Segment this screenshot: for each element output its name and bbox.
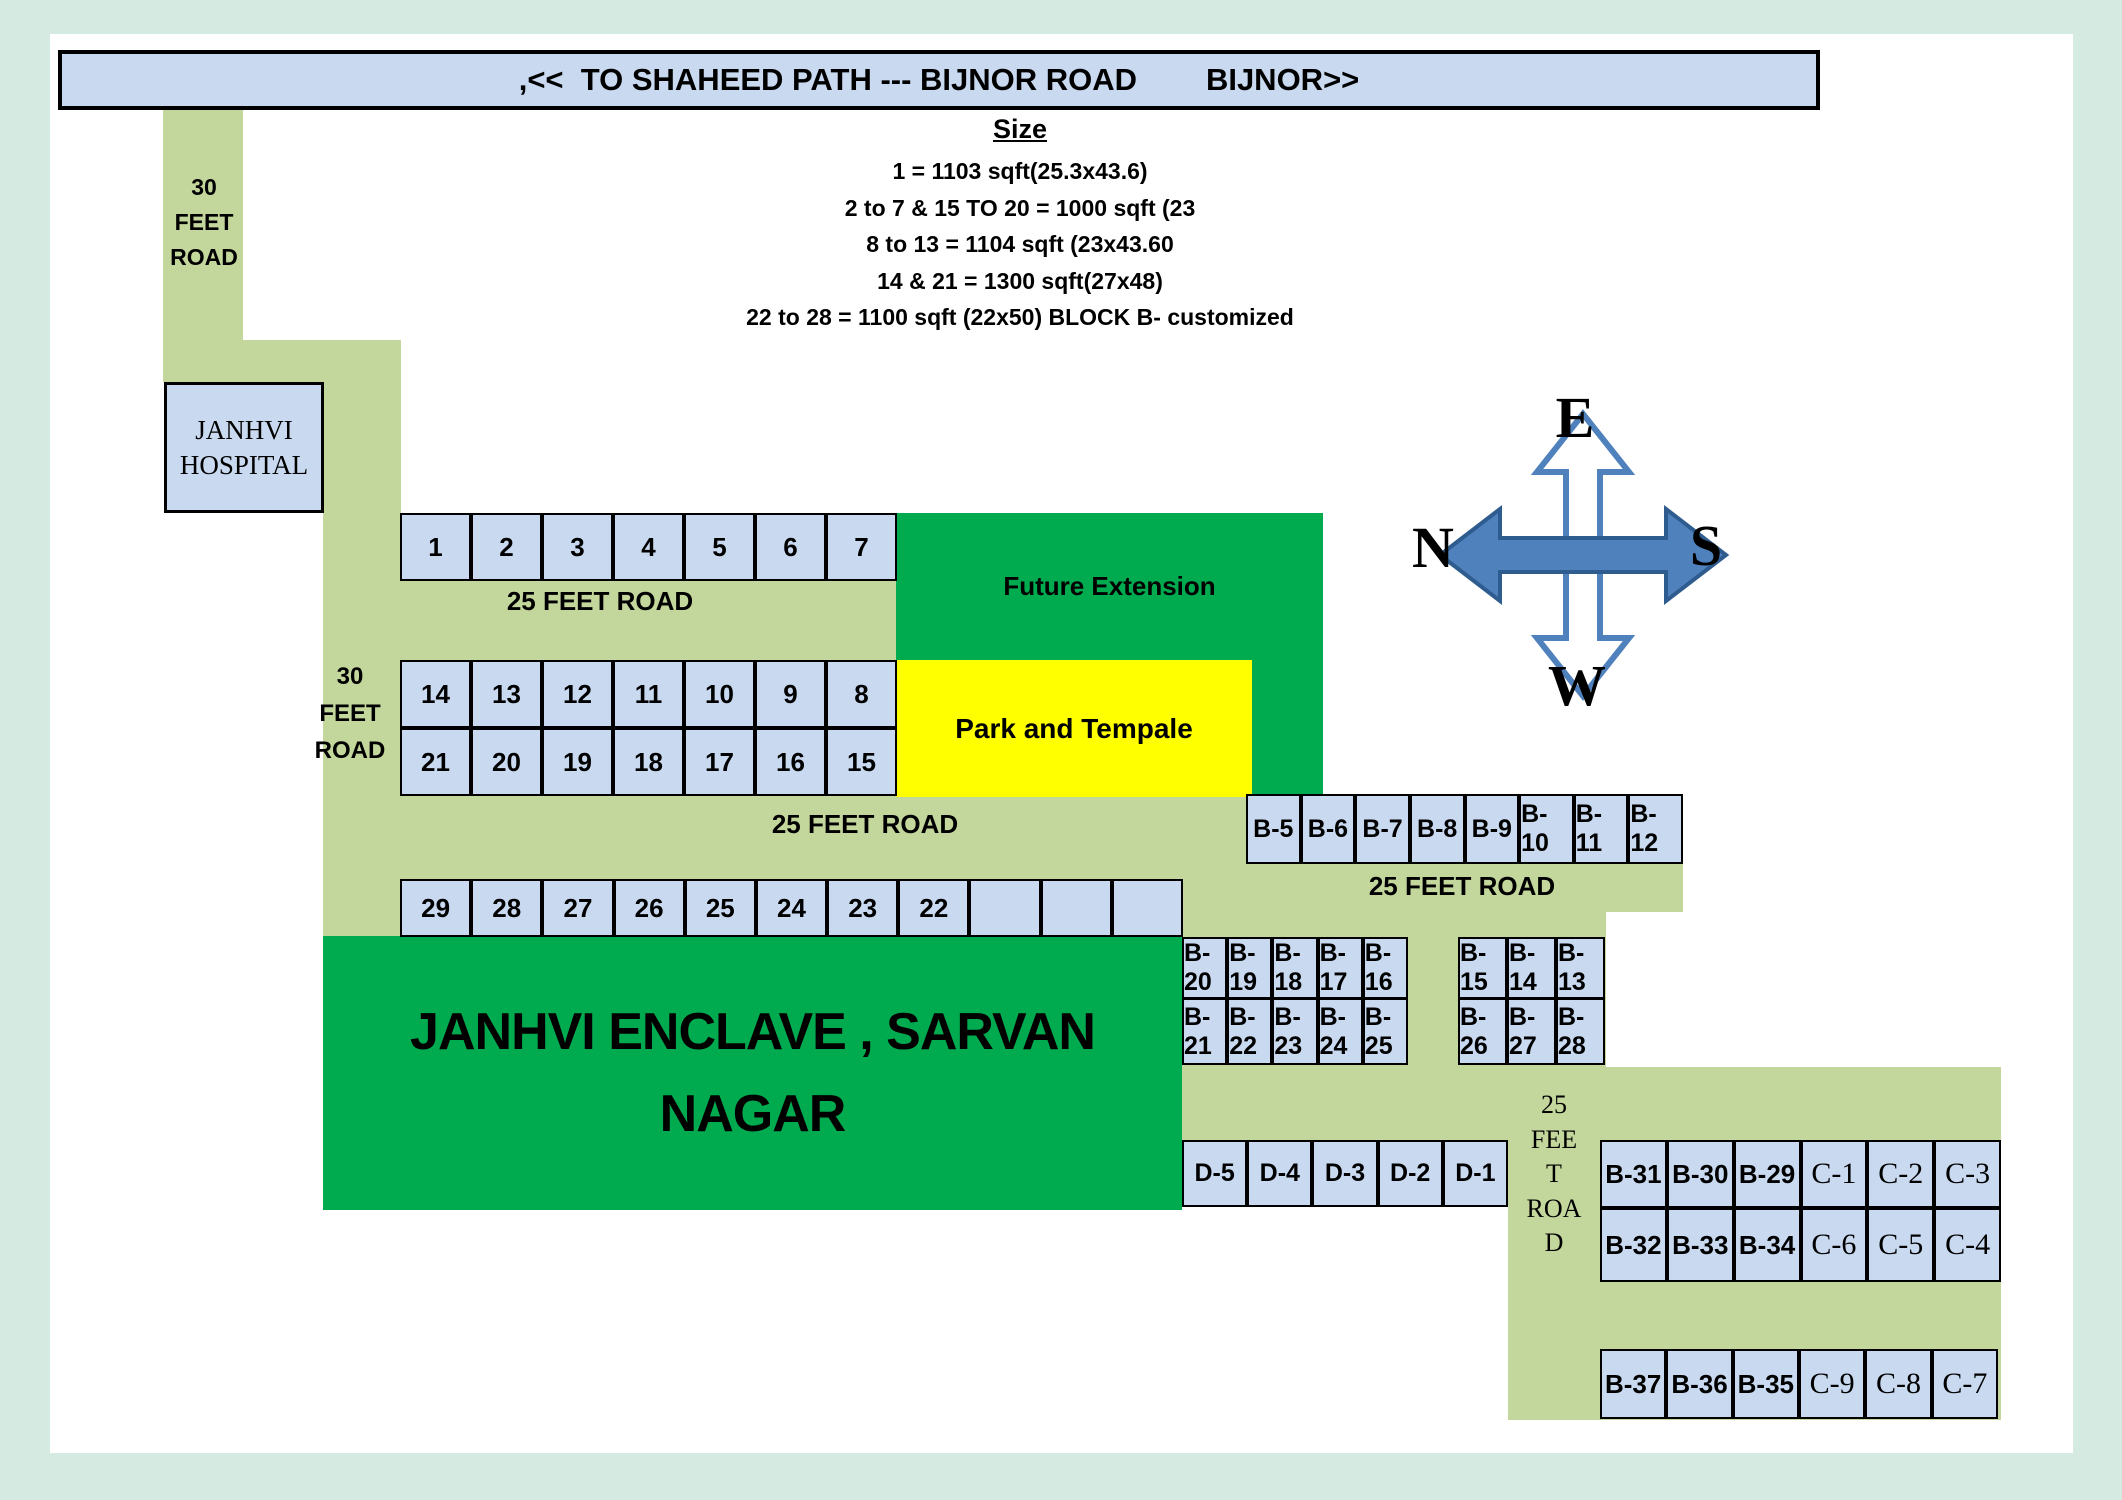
plot-cell: 13 [471,660,542,728]
plot-cell: 29 [400,879,471,937]
road-label-line: ROA [1526,1193,1582,1223]
plot-row-b31-c3 [1600,1140,2001,1208]
plot-cell: D-1 [1443,1140,1508,1207]
plot-cell: B-28 [1556,998,1605,1065]
plot-cell: 5 [684,513,755,581]
road-label-line: T [1546,1159,1562,1188]
plot-cell: B-7 [1355,794,1410,864]
plot-cell: C-7 [1932,1349,1998,1419]
plot-cell: 27 [542,879,613,937]
plot-cell: 20 [471,728,542,796]
plot-row-21-15 [400,728,897,796]
hospital-label-line: HOSPITAL [179,449,309,480]
plot-row-b32-c4 [1600,1208,2001,1282]
road-label-30ft-mid [290,658,410,769]
plot-row-b21-b25 [1182,998,1408,1065]
plot-cell: B-32 [1600,1208,1667,1282]
plot-cell: 1 [400,513,471,581]
size-legend-line: 14 & 21 = 1300 sqft(27x48) [877,267,1163,294]
plot-cell: B-24 [1318,998,1363,1065]
plot-cell: 28 [471,879,542,937]
plot-cell: B-34 [1734,1208,1801,1282]
plot-cell: D-4 [1247,1140,1312,1207]
plot-cell: C-2 [1867,1140,1934,1208]
plot-cell: B-6 [1301,794,1356,864]
road-label-line: ROAD [314,737,386,764]
plot-cell: 4 [613,513,684,581]
compass-letter-left: N [1412,515,1454,580]
janhvi-hospital-box [164,382,324,513]
compass-letter-right: S [1689,513,1723,578]
plot-cell: 8 [826,660,897,728]
main-road-banner: ,<< TO SHAHEED PATH --- BIJNOR ROAD BIJNOR>> [58,50,1820,110]
road-label-25ft-vertical [1506,1088,1602,1261]
plot-cell: 10 [684,660,755,728]
plot-cell: 12 [542,660,613,728]
plot-cell: B-33 [1667,1208,1734,1282]
plot-cell: D-5 [1182,1140,1247,1207]
plot-cell: 25 [685,879,756,937]
plot-cell: D-3 [1312,1140,1377,1207]
size-legend-line: 2 to 7 & 15 TO 20 = 1000 sqft (23 [844,194,1196,221]
road-label-25ft-2: 25 FEET ROAD [771,809,959,839]
plot-cell: 17 [684,728,755,796]
plot-cell: C-1 [1801,1140,1868,1208]
road-label-line: 30 [191,174,217,200]
plot-cell: B-12 [1628,794,1683,864]
plot-cell: 26 [614,879,685,937]
road-label-25ft-3: 25 FEET ROAD [1368,871,1556,901]
road-label-line: 30 [336,663,364,690]
compass-letter-top: E [1555,385,1595,450]
size-legend-line: 22 to 28 = 1100 sqft (22x50) BLOCK B- customized [746,304,1294,330]
plot-cell: B-36 [1666,1349,1732,1419]
plot-cell: B-35 [1733,1349,1799,1419]
plot-cell: B-17 [1318,937,1363,999]
enclave-title-line: NAGAR [659,1085,846,1143]
plot-cell: B-5 [1246,794,1301,864]
park-and-temple-area: Park and Tempale [896,660,1252,797]
plot-cell: B-19 [1227,937,1272,999]
plot-cell: 15 [826,728,897,796]
plot-row-14-8 [400,660,897,728]
plot-cell: B-11 [1574,794,1629,864]
plot-cell: 11 [613,660,684,728]
plot-cell: 22 [898,879,969,937]
plot-cell: 6 [755,513,826,581]
plot-cell: B-9 [1465,794,1520,864]
plot-cell: B-10 [1519,794,1574,864]
plot-cell: 9 [755,660,826,728]
road-label-line: FEET [319,700,381,727]
road-label-line: 25 [1541,1090,1567,1119]
plot-cell: 21 [400,728,471,796]
plot-cell: D-2 [1378,1140,1443,1207]
plot-cell: 19 [542,728,613,796]
road-segment-30ft-column [323,340,401,937]
plot-cell: B-13 [1556,937,1605,999]
plot-cell: C-4 [1934,1208,2001,1282]
plot-cell: 24 [756,879,827,937]
plot-cell: C-6 [1801,1208,1868,1282]
enclave-title-area [323,936,1182,1210]
size-legend-line: 8 to 13 = 1104 sqft (23x43.60 [866,231,1174,257]
plot-cell: 3 [542,513,613,581]
road-label-line: FEET [174,209,234,235]
plot-cell: B-8 [1410,794,1465,864]
size-legend-lines [620,153,1420,336]
plot-cell: C-9 [1799,1349,1865,1419]
plot-cell: C-3 [1934,1140,2001,1208]
plot-cell: B-26 [1458,998,1507,1065]
compass-letter-bottom: W [1548,653,1606,718]
plot-cell: B-15 [1458,937,1507,999]
future-extension-label: Future Extension [1003,571,1216,601]
plot-row-b37-c7 [1600,1349,1998,1419]
road-label-30ft-upper [144,170,264,275]
plot-cell: B-37 [1600,1349,1666,1419]
plot-row-b15-b13 [1458,937,1605,998]
plot-cell: B-30 [1667,1140,1734,1208]
plot-cell: B-22 [1227,998,1272,1065]
plot-cell: B-20 [1182,937,1227,999]
plot-row-b20-b16 [1182,937,1408,998]
road-label-line: ROAD [170,244,238,270]
plot-cell [1112,879,1183,937]
plot-row-29-22 [400,879,1183,937]
size-legend-title: Size [992,114,1048,144]
road-label-line: D [1544,1228,1564,1257]
plot-cell: 2 [471,513,542,581]
size-legend-line: 1 = 1103 sqft(25.3x43.6) [892,158,1148,184]
plot-cell: C-5 [1867,1208,1934,1282]
plot-cell: B-21 [1182,998,1227,1065]
plot-row-b26-b28 [1458,998,1605,1065]
plot-row-b5-b12 [1246,794,1683,864]
plot-cell: 18 [613,728,684,796]
plot-cell: B-31 [1600,1140,1667,1208]
plot-cell [1041,879,1112,937]
plot-cell: B-16 [1363,937,1408,999]
plot-cell: B-23 [1272,998,1317,1065]
plot-cell: 7 [826,513,897,581]
plot-cell [969,879,1040,937]
plot-cell: 14 [400,660,471,728]
plot-cell: 23 [827,879,898,937]
road-segment-d-band [1182,1067,1508,1140]
plot-cell: 16 [755,728,826,796]
plot-cell: B-29 [1734,1140,1801,1208]
plot-cell: B-18 [1272,937,1317,999]
plot-cell: B-25 [1363,998,1408,1065]
enclave-title-line: JANHVI ENCLAVE , SARVAN [410,1003,1095,1061]
hospital-label-line: JANHVI [195,414,293,445]
plot-cell: B-14 [1507,937,1556,999]
road-label-25ft-1: 25 FEET ROAD [506,586,694,616]
plot-row-d5-d1 [1182,1140,1508,1207]
size-legend [620,114,1420,336]
plot-cell: B-27 [1507,998,1556,1065]
plot-cell: C-8 [1865,1349,1931,1419]
plot-row-1-7 [400,513,897,581]
road-label-line: FEE [1530,1124,1578,1154]
